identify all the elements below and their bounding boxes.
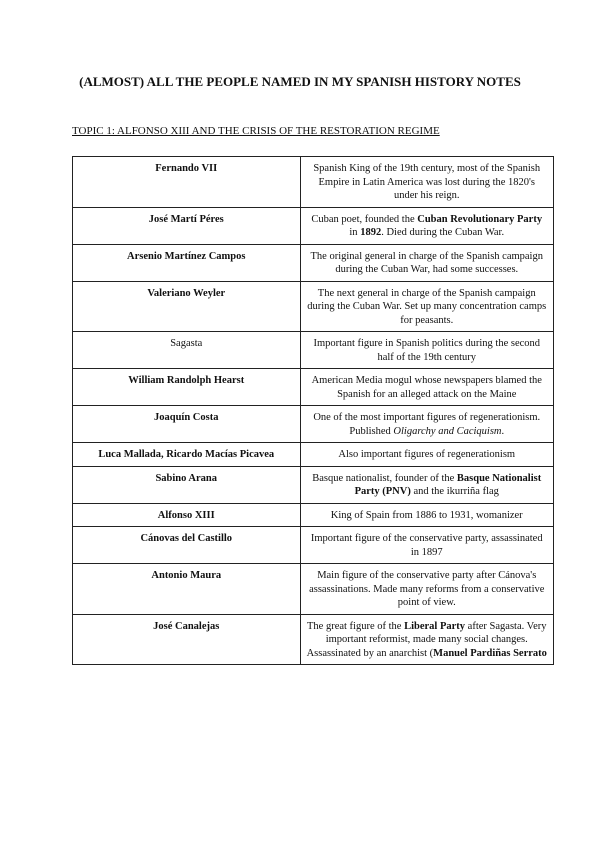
person-description (300, 614, 554, 665)
table-row (73, 244, 554, 281)
bold-text: Basque Nationalist Party (PNV) (354, 472, 542, 497)
person-description (300, 527, 554, 564)
text-segment: Main figure of the conservative party after Cánova's assassinations. Made many reforms from a conservative point of view. (309, 570, 545, 608)
person-name: Sabino Arana (73, 466, 301, 503)
table-row (73, 406, 554, 443)
bold-text: 1892 (360, 227, 382, 238)
person-description (300, 207, 554, 244)
text-segment: The next general in charge of the Spanish campaign during the Cuban War. Set up many concentration camps for peasants. (307, 287, 547, 326)
person-description (300, 244, 554, 281)
table-row (73, 564, 554, 615)
table-row (73, 527, 554, 564)
page-title: (ALMOST) ALL THE PEOPLE NAMED IN MY SPANISH HISTORY NOTES (79, 74, 521, 89)
person-name: Arsenio Martínez Campos (73, 244, 301, 281)
text-segment: Important figure in Spanish politics during the second half of the 19th century (313, 338, 541, 363)
person-name: José Canalejas (73, 614, 301, 665)
person-name: Joaquín Costa (73, 406, 301, 443)
text-segment: One of the most important figures of regenerationism. Published (313, 412, 541, 437)
text-segment: after Sagasta. Very important reformist, made many social changes. Assassinated by an anarchist ( (306, 620, 547, 659)
table-row (73, 503, 554, 527)
person-name: Cánovas del Castillo (73, 527, 301, 564)
person-name: Alfonso XIII (73, 503, 301, 527)
people-table-body (73, 157, 554, 665)
italic-text: Oligarchy and Caciquism (393, 425, 502, 437)
person-description (300, 466, 554, 503)
people-table (72, 156, 554, 665)
text-segment: Important figure of the conservative party, assassinated in 1897 (310, 533, 543, 558)
person-name: José Martí Péres (73, 207, 301, 244)
person-name: Luca Mallada, Ricardo Macías Picavea (73, 443, 301, 467)
table-row (73, 157, 554, 208)
person-description (300, 281, 554, 332)
person-description (300, 332, 554, 369)
person-description (300, 406, 554, 443)
bold-text: Liberal Party (404, 620, 466, 632)
bold-text: Cuban Revolutionary Party (417, 213, 543, 225)
table-row (73, 466, 554, 503)
table-row (73, 614, 554, 665)
text-segment: Basque nationalist, founder of the (312, 472, 457, 484)
table-row (73, 443, 554, 467)
topic-heading: TOPIC 1: ALFONSO XIII AND THE CRISIS OF THE RESTORATION REGIME (72, 125, 440, 137)
table-row (73, 332, 554, 369)
person-description (300, 157, 554, 208)
person-name: William Randolph Hearst (73, 369, 301, 406)
text-segment: Also important figures of regenerationism (338, 449, 516, 460)
person-description (300, 369, 554, 406)
table-row (73, 369, 554, 406)
text-segment: Spanish King of the 19th century, most of the Spanish Empire in Latin America was lost during the 1820's under his reign. (313, 163, 541, 201)
text-segment: Cuban poet, founded the (311, 213, 418, 225)
text-segment: . (501, 425, 505, 437)
text-segment: The great figure of the (307, 620, 405, 632)
person-description (300, 564, 554, 615)
person-name: Sagasta (73, 332, 301, 369)
text-segment: American Media mogul whose newspapers blamed the Spanish for an alleged attack on the Maine (311, 375, 542, 400)
table-row (73, 207, 554, 244)
person-name: Antonio Maura (73, 564, 301, 615)
text-segment: and the ikurriña flag (410, 486, 499, 497)
person-description (300, 443, 554, 467)
text-segment: . Died during the Cuban War. (381, 227, 505, 238)
text-segment: King of Spain from 1886 to 1931, womanizer (330, 509, 523, 521)
person-name: Valeriano Weyler (73, 281, 301, 332)
person-description (300, 503, 554, 527)
bold-text: Manuel Pardiñas Serrato (433, 647, 547, 659)
person-name: Fernando VII (73, 157, 301, 208)
text-segment: The original general in charge of the Spanish campaign during the Cuban War, had some successes. (310, 250, 543, 275)
text-segment: in (349, 227, 361, 238)
table-row (73, 281, 554, 332)
